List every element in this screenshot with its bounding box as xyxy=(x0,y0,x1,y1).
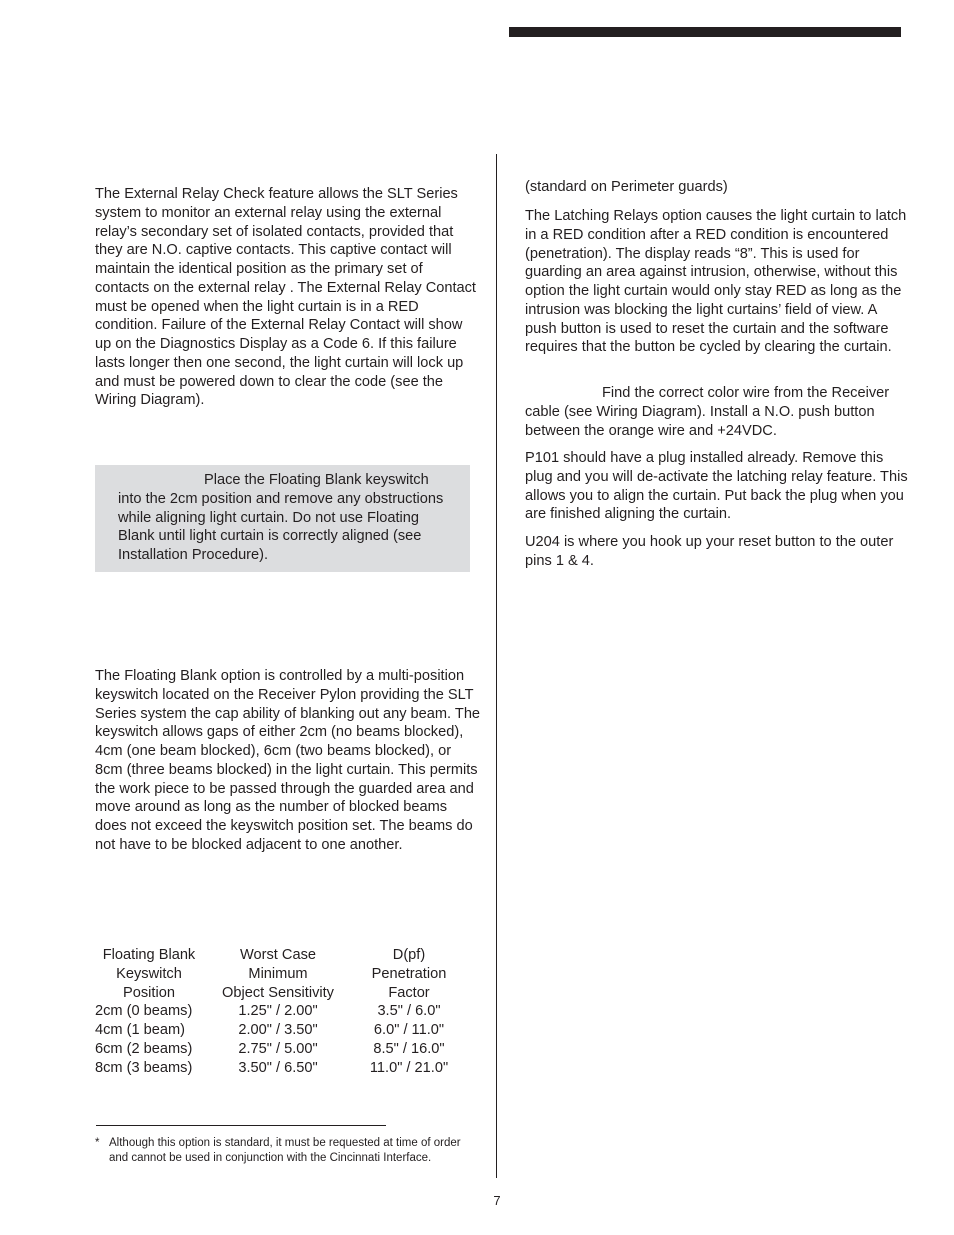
header-cell: Floating Blank xyxy=(102,947,196,963)
column-divider xyxy=(496,154,497,1178)
latching-subtitle: (standard on Perimeter guards) xyxy=(525,179,728,195)
table-cell: 2.75" / 5.00" xyxy=(238,1040,318,1057)
table-cell: 4cm (1 beam) xyxy=(95,1022,186,1038)
table-header-row xyxy=(95,965,465,984)
footnote-text: Although this option is standard, it must be requested at time of order and cannot be used in conjunction with the Cincinnati Interface. xyxy=(109,1137,461,1164)
latching-relays-paragraph: The Latching Relays option causes the light curtain to latch in a RED condition after a RED condition is encountered (penetration). The display reads “8”. This is used for guarding an area against intrusion, otherwise, without this option the light curtain would only stay RED as long as the intrusion was blocking the light curtains’ field of view. A push button is used to reset the curtain and the software requires that the button be cycled by clearing the curtain. xyxy=(525,208,907,356)
alignment-note-box xyxy=(95,465,470,572)
alignment-note-text: Place the Floating Blank keyswitch into the 2cm position and remove any obstructions while aligning light curtain. Do not use Floating Blank until light curtain is correctly aligned (see Installation Procedure). xyxy=(118,472,444,563)
table-cell: 11.0" / 21.0" xyxy=(369,1059,449,1076)
header-cell: Factor xyxy=(388,984,430,1001)
header-cell: Position xyxy=(123,984,175,1001)
table-header-row xyxy=(95,984,465,1003)
external-relay-paragraph: The External Relay Check feature allows the SLT Series system to monitor an external relay using the external relay’s secondary set of isolated contacts, provided that they are N.O. captive contacts. This captive contact will maintain the identical position as the primary set of contacts on the external relay . The External Relay Contact must be opened when the light curtain is in a RED condition. Failure of the External Relay Contact will show up on the Diagnostics Display as a Code 6. If this failure lasts longer then one second, the light curtain will lock up and must be powered down to clear the code (see the Wiring Diagram). xyxy=(95,186,476,409)
u204-paragraph: U204 is where you hook up your reset button to the outer pins 1 & 4. xyxy=(525,534,894,569)
footnote-rule xyxy=(96,1125,386,1126)
floating-blank-table xyxy=(95,946,465,1077)
wiring-paragraph: Find the correct color wire from the Receiver cable (see Wiring Diagram). Install a N.O. push button between the orange wire and +24VDC. xyxy=(525,385,890,439)
header-cell: Minimum xyxy=(248,965,308,982)
table-row xyxy=(95,1021,465,1040)
table-row xyxy=(95,1002,465,1021)
table-cell: 2cm (0 beams) xyxy=(95,1003,193,1020)
header-cell: Object Sensitivity xyxy=(222,984,334,1001)
table-cell: 3.50" / 6.50" xyxy=(238,1059,318,1076)
table-cell: 6.0" / 11.0" xyxy=(373,1022,445,1038)
table-cell: 2.00" / 3.50" xyxy=(238,1022,318,1038)
page-number: 7 xyxy=(493,1193,501,1208)
table-row xyxy=(95,1059,465,1078)
p101-paragraph: P101 should have a plug installed already. Remove this plug and you will de-activate the latching relay feature. This allows you to align the curtain. Put back the plug when you are finished aligning the curtain. xyxy=(525,450,908,523)
table-row xyxy=(95,1040,465,1059)
footnote xyxy=(95,1136,475,1166)
table-cell: 6cm (2 beams) xyxy=(95,1040,193,1057)
header-cell: Keyswitch xyxy=(116,965,182,982)
table-cell: 8.5" / 16.0" xyxy=(373,1040,445,1057)
header-bar xyxy=(509,27,901,37)
table-cell: 3.5" / 6.0" xyxy=(377,1003,441,1020)
header-cell: Penetration xyxy=(371,965,447,982)
footnote-mark: * xyxy=(95,1137,100,1149)
table-cell: 8cm (3 beams) xyxy=(95,1059,193,1076)
table-header-row xyxy=(95,946,465,965)
header-cell: D(pf) xyxy=(392,947,426,963)
header-cell: Worst Case xyxy=(240,947,316,963)
floating-blank-paragraph: The Floating Blank option is controlled by a multi-position keyswitch located on the Receiver Pylon providing the SLT Series system the cap ability of blanking out any beam. The keyswitch allows gaps of either 2cm (no beams blocked), 4cm (one beam blocked), 6cm (two beams blocked), or 8cm (three beams blocked) in the light curtain. This permits the work piece to be passed through the guarded area and move around as long as the number of blocked beams does not exceed the keyswitch position set. The beams do not have to be blocked adjacent to one another. xyxy=(95,668,481,853)
table-cell: 1.25" / 2.00" xyxy=(238,1003,318,1020)
